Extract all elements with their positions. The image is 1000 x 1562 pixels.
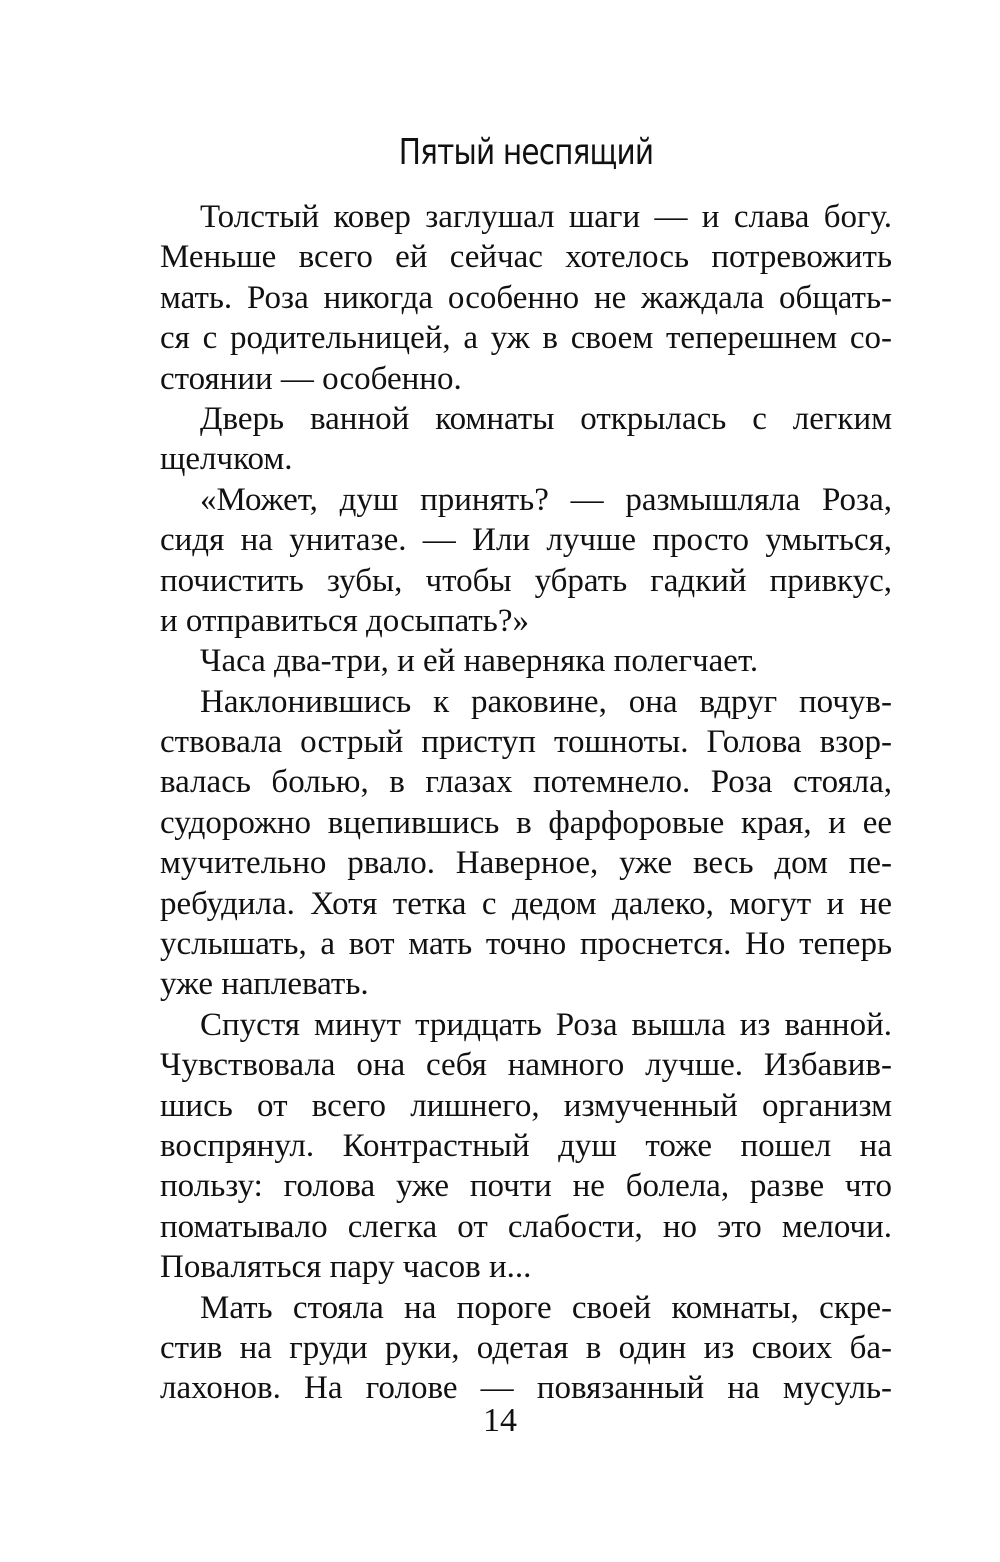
text-line: «Может, душ принять? — размышляла Роза, (200, 481, 892, 518)
text-line: ся с родительницей, а уж в своем теперешнем со- (160, 320, 892, 357)
text-line: и отправиться досыпать?» (160, 602, 529, 639)
text-line: ребудила. Хотя тетка с дедом далеко, могут и не (160, 885, 892, 922)
text-line: лахонов. На голове — повязанный на мусуль- (160, 1370, 892, 1407)
text-line: поматывало слегка от слабости, но это мелочи. (160, 1208, 892, 1245)
text-line: сидя на унитазе. — Или лучше просто умыться, (160, 522, 892, 559)
body-text (160, 197, 892, 1409)
text-line: мучительно рвало. Наверное, уже весь дом пе- (160, 845, 892, 882)
text-line: Спустя минут тридцать Роза вышла из ванной. (200, 1006, 892, 1043)
text-line: шись от всего лишнего, измученный организм (160, 1087, 892, 1124)
text-line: стив на груди руки, одетая в один из своих ба- (160, 1329, 892, 1366)
text-line: Часа два-три, и ей наверняка полегчает. (200, 643, 759, 680)
text-line: пользу: голова уже почти не болела, разве что (160, 1168, 892, 1205)
chapter-title: Пятый неспящий (398, 132, 654, 173)
text-line: валась болью, в глазах потемнело. Роза стояла, (160, 764, 892, 801)
text-line: ствовала острый приступ тошноты. Голова взор- (160, 724, 892, 761)
text-line: воспрянул. Контрастный душ тоже пошел на (160, 1127, 892, 1164)
text-line: Наклонившись к раковине, она вдруг почув- (200, 683, 892, 720)
text-line: Дверь ванной комнаты открылась с легким (200, 400, 892, 437)
text-line: услышать, а вот мать точно проснется. Но теперь (160, 926, 892, 963)
page-number: 14 (483, 1402, 517, 1439)
text-line: Мать стояла на пороге своей комнаты, скре- (200, 1289, 892, 1326)
text-line: Поваляться пару часов и... (160, 1249, 532, 1286)
text-line: судорожно вцепившись в фарфоровые края, и ее (160, 804, 892, 841)
text-line: Толстый ковер заглушал шаги — и слава богу. (200, 199, 892, 235)
text-line: уже наплевать. (160, 966, 369, 1003)
text-line: почистить зубы, чтобы убрать гадкий привкус, (160, 562, 892, 599)
text-line: стоянии — особенно. (160, 360, 462, 397)
text-line: Чувствовала она себя намного лучше. Избавив- (160, 1047, 892, 1084)
text-line: мать. Роза никогда особенно не жаждала общать- (160, 279, 892, 316)
text-line: Меньше всего ей сейчас хотелось потревожить (160, 239, 892, 276)
text-line: щелчком. (160, 441, 293, 478)
